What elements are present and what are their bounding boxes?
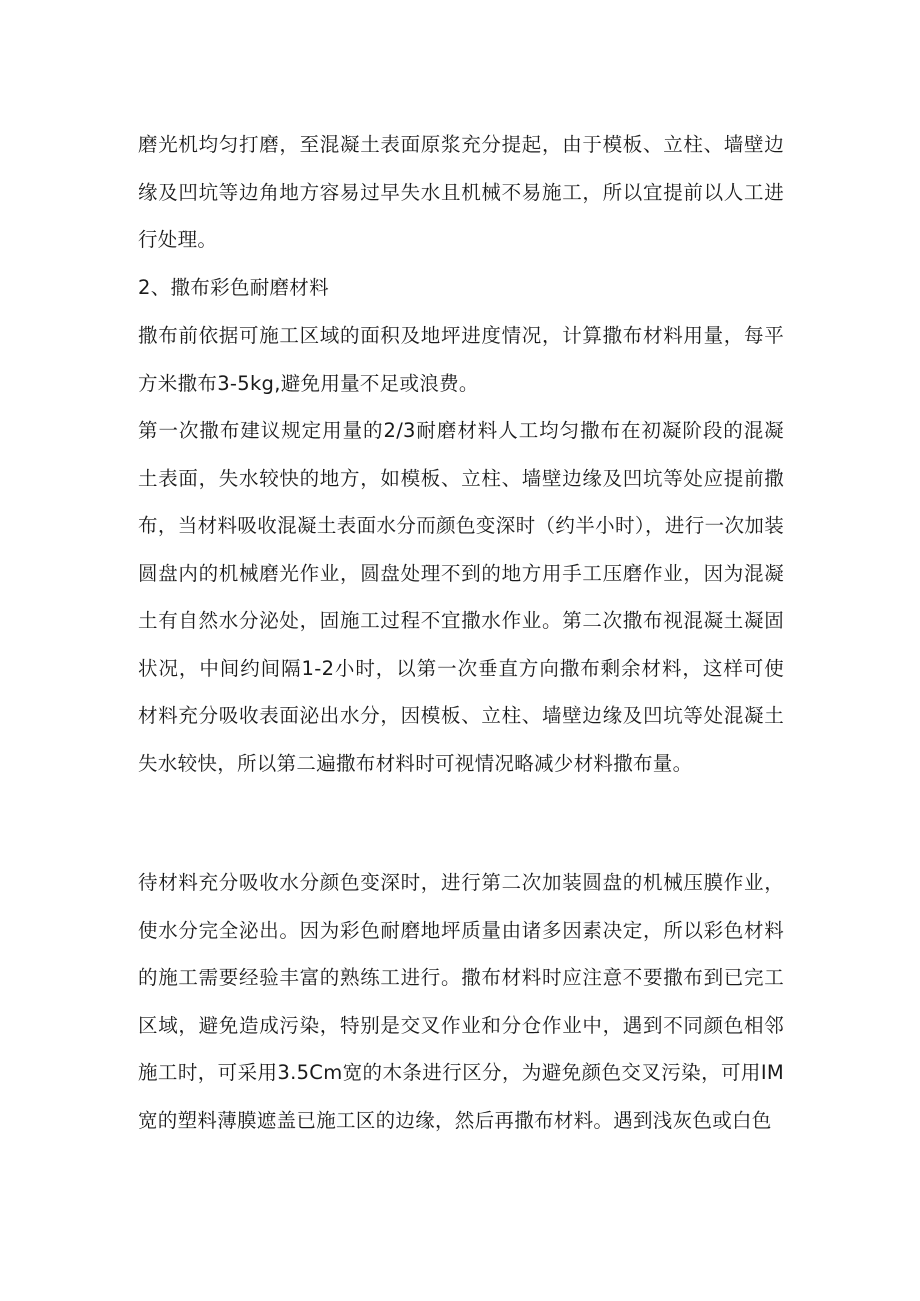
paragraph-grinding-continuation: 磨光机均匀打磨，至混凝土表面原浆充分提起，由于模板、立柱、墙壁边缘及凹坑等边角地方容易过早失水且机械不易施工，所以宜提前以人工进行处理。 <box>138 133 784 251</box>
paragraph-first-second-spread: 第一次撒布建议规定用量的2/3耐磨材料人工均匀撒布在初凝阶段的混凝土表面，失水较快的地方，如模板、立柱、墙壁边缘及凹坑等处应提前撒布，当材料吸收混凝土表面水分而颜色变深时（约半小时），进行一次加装圆盘内的机械磨光作业，圆盘处理不到的地方用手工压磨作业，因为混凝土有自然水分泌处，固施工过程不宜撒水作业。第二次撒布视混凝土凝固状况，中间约间隔1-2小时，以第一次垂直方向撒布剩余材料，这样可使材料充分吸收表面泌出水分，因模板、立柱、墙壁边缘及凹坑等处混凝土失水较快，所以第二遍撒布材料时可视情况略减少材料撒布量。 <box>138 419 784 775</box>
paragraph-film-pressing: 待材料充分吸收水分颜色变深时，进行第二次加装圆盘的机械压膜作业，使水分完全泌出。因为彩色耐磨地坪质量由诸多因素决定，所以彩色材料的施工需要经验丰富的熟练工进行。撒布材料时应注意不要撒布到已完工区域，避免造成污染，特别是交叉作业和分仓作业中，遇到不同颜色相邻施工时，可采用3.5Cm宽的木条进行区分，为避免颜色交叉污染，可用IM宽的塑料薄膜遮盖已施工区的边缘，然后再撒布材料。遇到浅灰色或白色 <box>138 871 784 1132</box>
paragraph-material-quantity: 撒布前依据可施工区域的面积及地坪进度情况，计算撒布材料用量，每平方米撒布3-5kg,避免用量不足或浪费。 <box>138 324 784 395</box>
section-heading-spread-material: 2、撒布彩色耐磨材料 <box>138 276 329 299</box>
